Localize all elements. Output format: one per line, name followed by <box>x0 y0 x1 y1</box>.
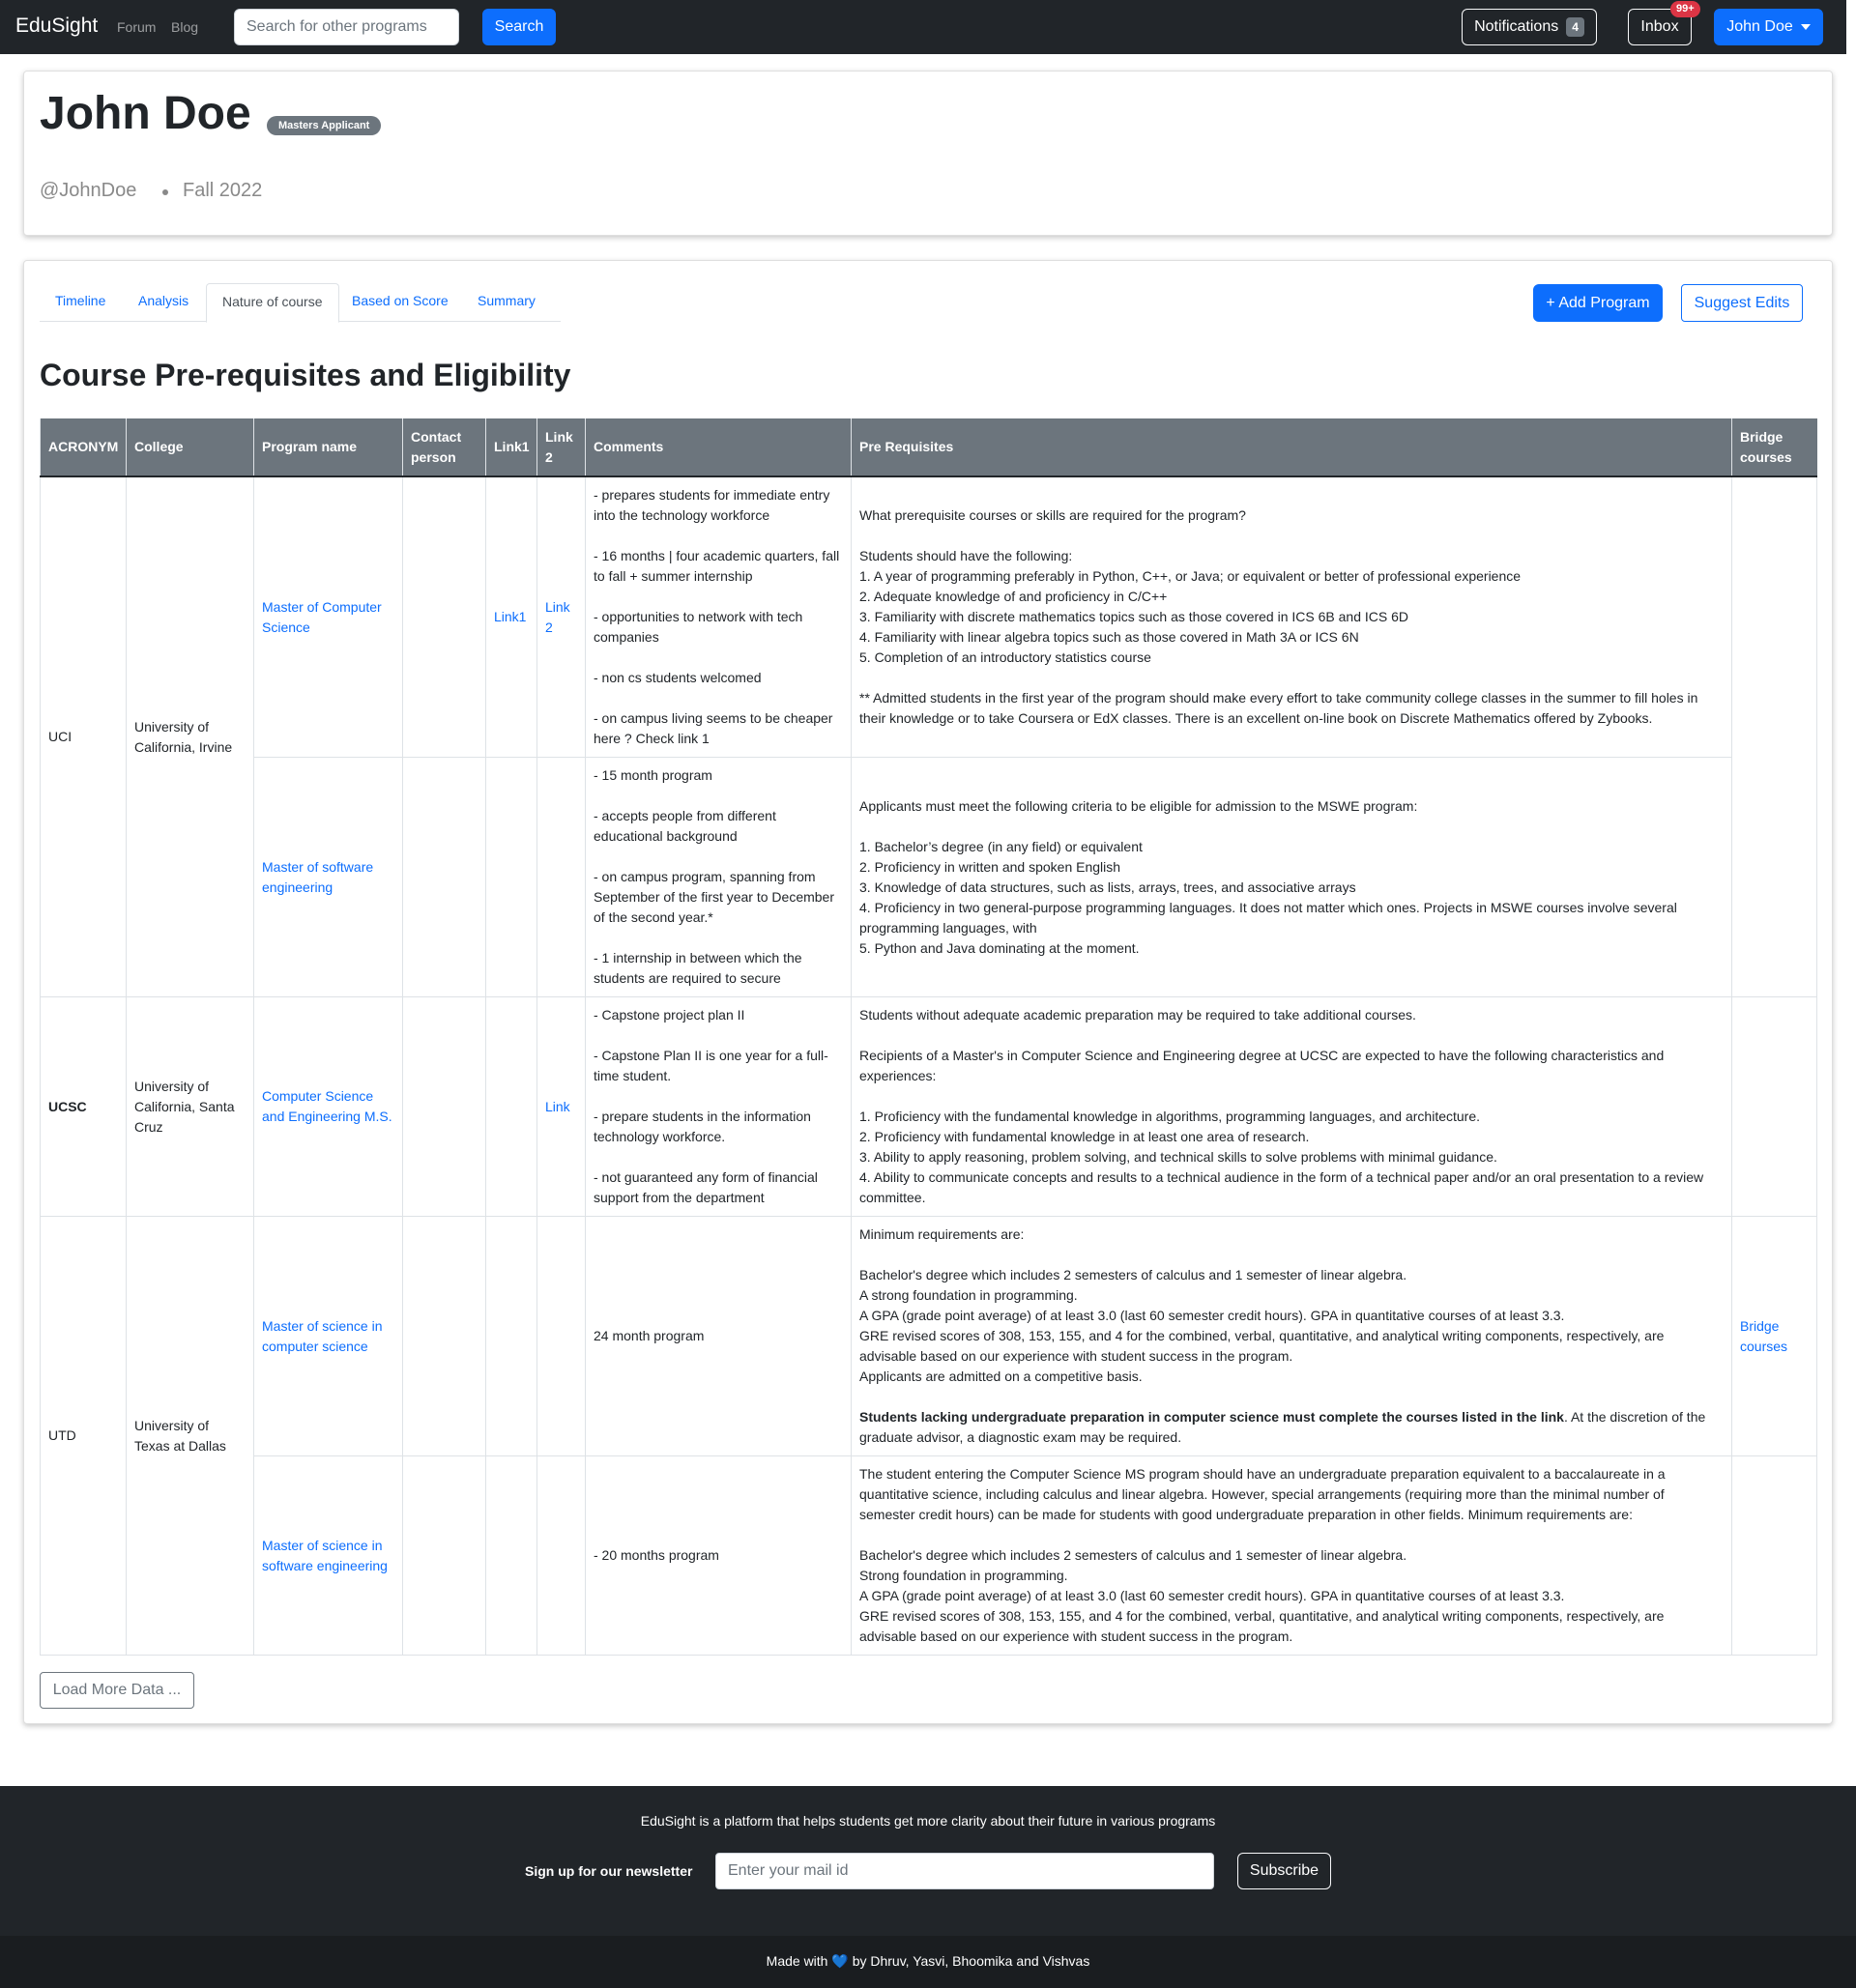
header-acronym: ACRONYM <box>41 418 127 476</box>
prereq-cell: What prerequisite courses or skills are required for the program? Students should have the following: 1. A year of programming preferably in Python, C++, or Java; or equivalent or better of professional experience 2. Adequate knowledge of and proficiency in C/C++ 3. Familiarity with discrete mathematics topics such as those covered in ICS 6B and ICS 6D 4. Familiarity with linear algebra topics such as those covered in Math 3A or ICS 6N 5. Completion of an introductory statistics course ** Admitted students in the first year of the program should make every effort to take community college classes in the summer to fill holes in their knowledge or to take Coursera or EdX classes. There is an excellent on-line book on Discrete Mathematics offered by Zybooks. <box>852 476 1732 758</box>
comments-cell: 24 month program <box>586 1217 852 1456</box>
table-row <box>41 476 1817 758</box>
load-more-button[interactable]: Load More Data ... <box>40 1672 194 1709</box>
contact-cell <box>403 1456 486 1656</box>
brand-logo[interactable]: EduSight <box>15 14 99 37</box>
tab-nature-of-course[interactable]: Nature of course <box>206 283 339 323</box>
bridge-courses-link[interactable]: Bridge courses <box>1740 1317 1788 1354</box>
link1-cell <box>486 1217 537 1456</box>
prereq-cell <box>852 1217 1732 1456</box>
footer <box>0 1786 1856 1936</box>
header-program-name: Program name <box>254 418 403 476</box>
prereq-bold-note: Students lacking undergraduate preparation in computer science must complete the courses listed in the link <box>859 1409 1564 1425</box>
role-badge: Masters Applicant <box>267 116 381 135</box>
bridge-cell <box>1732 476 1817 997</box>
chevron-down-icon <box>1801 24 1811 30</box>
program-link[interactable]: Master of software engineering <box>262 858 374 895</box>
link2-cell <box>537 1456 586 1656</box>
header-bridge-courses: Bridge courses <box>1732 418 1817 476</box>
profile-name: John Doe <box>40 88 251 139</box>
acronym-cell: UCSC <box>41 997 127 1217</box>
program-search-input[interactable] <box>234 9 459 45</box>
newsletter-label: Sign up for our newsletter <box>525 1863 693 1879</box>
comments-cell: - Capstone project plan II - Capstone Plan II is one year for a full-time student. - prepare students in the information technology workforce. - not guaranteed any form of financial support from the department <box>586 997 852 1217</box>
college-cell: University of California, Santa Cruz <box>127 997 254 1217</box>
footer-credit <box>0 1953 1856 1970</box>
contact-cell <box>403 476 486 758</box>
suggest-edits-button[interactable]: Suggest Edits <box>1681 284 1803 322</box>
prereq-cell: The student entering the Computer Science MS program should have an undergraduate preparation equivalent to a baccalaureate in a quantitative science, including calculus and linear algebra. However, special arrangements (requiring more than the minimal number of semester credit hours) can be made for students with good undergraduate preparation in other fields. Minimum requirements are: Bachelor's degree which includes 2 semesters of calculus and 1 semester of linear algebra. Strong foundation in programming. A GPA (grade point average) of at least 3.0 (last 60 semester credit hours). GPA in quantitative courses of at least 3.3. GRE revised scores of 308, 153, 155, and 4 for the combined, verbal, quantitative, and analytical writing components, respectively, are advisable based on our experience with student success in the program. <box>852 1456 1732 1656</box>
program-link[interactable]: Computer Science and Engineering M.S. <box>262 1088 392 1124</box>
bridge-cell <box>1732 1456 1817 1656</box>
newsletter-email-input[interactable] <box>715 1853 1214 1889</box>
comments-cell: - 15 month program - accepts people from different educational background - on campus program, spanning from September of the first year to December of the second year.* - 1 internship in between which the students are required to secure <box>586 758 852 997</box>
tab-summary[interactable]: Summary <box>478 293 536 308</box>
add-program-button[interactable]: + Add Program <box>1533 284 1663 322</box>
link2-link[interactable]: Link 2 <box>545 598 570 635</box>
profile-term: Fall 2022 <box>183 180 263 201</box>
separator-dot <box>162 189 168 195</box>
subscribe-button[interactable]: Subscribe <box>1237 1853 1331 1889</box>
comments-cell: - prepares students for immediate entry into the technology workforce - 16 months | four academic quarters, fall to fall + summer internship - opportunities to network with tech companies - non cs students welcomed - on campus living seems to be cheaper here ? Check link 1 <box>586 476 852 758</box>
user-menu-dropdown[interactable] <box>1714 9 1823 45</box>
link1-cell <box>486 997 537 1217</box>
nav-link-blog[interactable]: Blog <box>171 19 199 35</box>
profile-card <box>23 71 1833 236</box>
notifications-button[interactable] <box>1462 9 1597 45</box>
comments-cell: - 20 months program <box>586 1456 852 1656</box>
table-row <box>41 758 1817 997</box>
table-row <box>41 1217 1817 1456</box>
profile-handle: @JohnDoe <box>40 180 137 201</box>
tab-timeline[interactable]: Timeline <box>55 293 106 308</box>
footer-tagline: EduSight is a platform that helps students get more clarity about their future in various programs <box>640 1813 1216 1829</box>
link2-cell <box>537 1217 586 1456</box>
link2-link[interactable]: Link <box>545 1098 570 1114</box>
prereq-note-tail: . At the discretion of the graduate advisor, a diagnostic exam may be required. <box>859 1409 1706 1445</box>
contact-cell <box>403 758 486 997</box>
link1-link[interactable]: Link1 <box>494 609 527 624</box>
link2-cell <box>537 758 586 997</box>
credit-authors: by Dhruv, Yasvi, Bhoomika and Vishvas <box>852 1953 1090 1969</box>
contact-cell <box>403 1217 486 1456</box>
programs-card <box>23 260 1833 1724</box>
prereq-cell: Students without adequate academic preparation may be required to take additional courses. Recipients of a Master's in Computer Science and Engineering degree at UCSC are expected to have the following characteristics and experiences: 1. Proficiency with the fundamental knowledge in algorithms, programming languages, and architecture. 2. Proficiency with fundamental knowledge in at least one area of research. 3. Ability to apply reasoning, problem solving, and technical skills to solve problems with minimal guidance. 4. Ability to communicate concepts and results to a technical audience in the form of a technical paper and/or an oral presentation to a review committee. <box>852 997 1732 1217</box>
notifications-count-badge: 4 <box>1566 17 1584 37</box>
footer-credits-bar <box>0 1936 1856 1988</box>
program-link[interactable]: Master of science in computer science <box>262 1317 383 1354</box>
program-link[interactable]: Master of science in software engineering <box>262 1537 388 1573</box>
header-link1: Link1 <box>486 418 537 476</box>
bridge-cell <box>1732 997 1817 1217</box>
prerequisites-table <box>40 418 1817 1656</box>
link1-cell <box>486 1456 537 1656</box>
inbox-label: Inbox <box>1640 18 1679 35</box>
tab-bar <box>40 283 561 322</box>
prereq-cell: Applicants must meet the following criteria to be eligible for admission to the MSWE program: 1. Bachelor’s degree (in any field) or equivalent 2. Proficiency in written and spoken English 3. Knowledge of data structures, such as lists, arrays, trees, and associative arrays 4. Proficiency in two general-purpose programming languages. It does not matter which ones. Projects in MSWE courses involve several programming languages, with 5. Python and Java dominating at the moment. <box>852 758 1732 997</box>
acronym-cell: UTD <box>41 1217 127 1656</box>
prereq-text: Minimum requirements are: Bachelor's degree which includes 2 semesters of calculus and 1 semester of linear algebra. A strong foundation in programming. A GPA (grade point average) of at least 3.0 (last 60 semester credit hours). GPA in quantitative courses of at least 3.3. GRE revised scores of 308, 153, 155, and 4 for the combined, verbal, quantitative, and analytical writing components, respectively, are advisable based on our experience with student success in the program. Applicants are admitted on a competitive basis. <box>859 1226 1665 1384</box>
notifications-label: Notifications <box>1474 18 1559 35</box>
tab-analysis[interactable]: Analysis <box>138 293 189 308</box>
inbox-unread-badge: 99+ <box>1670 1 1700 17</box>
user-menu-label: John Doe <box>1726 18 1793 35</box>
header-comments: Comments <box>586 418 852 476</box>
contact-cell <box>403 997 486 1217</box>
table-row <box>41 997 1817 1217</box>
credit-prefix: Made with <box>766 1953 828 1969</box>
header-college: College <box>127 418 254 476</box>
heart-icon: 💙 <box>831 1953 849 1969</box>
college-cell: University of Texas at Dallas <box>127 1217 254 1656</box>
top-navbar <box>0 0 1846 54</box>
header-link2: Link 2 <box>537 418 586 476</box>
nav-link-forum[interactable]: Forum <box>117 19 157 35</box>
search-button[interactable]: Search <box>482 9 556 45</box>
program-link[interactable]: Master of Computer Science <box>262 598 382 635</box>
header-prerequisites: Pre Requisites <box>852 418 1732 476</box>
table-row <box>41 1456 1817 1656</box>
acronym-cell: UCI <box>41 476 127 997</box>
tab-based-on-score[interactable]: Based on Score <box>352 293 449 308</box>
header-contact-person: Contact person <box>403 418 486 476</box>
section-title: Course Pre-requisites and Eligibility <box>40 358 571 392</box>
link1-cell <box>486 758 537 997</box>
college-cell: University of California, Irvine <box>127 476 254 997</box>
